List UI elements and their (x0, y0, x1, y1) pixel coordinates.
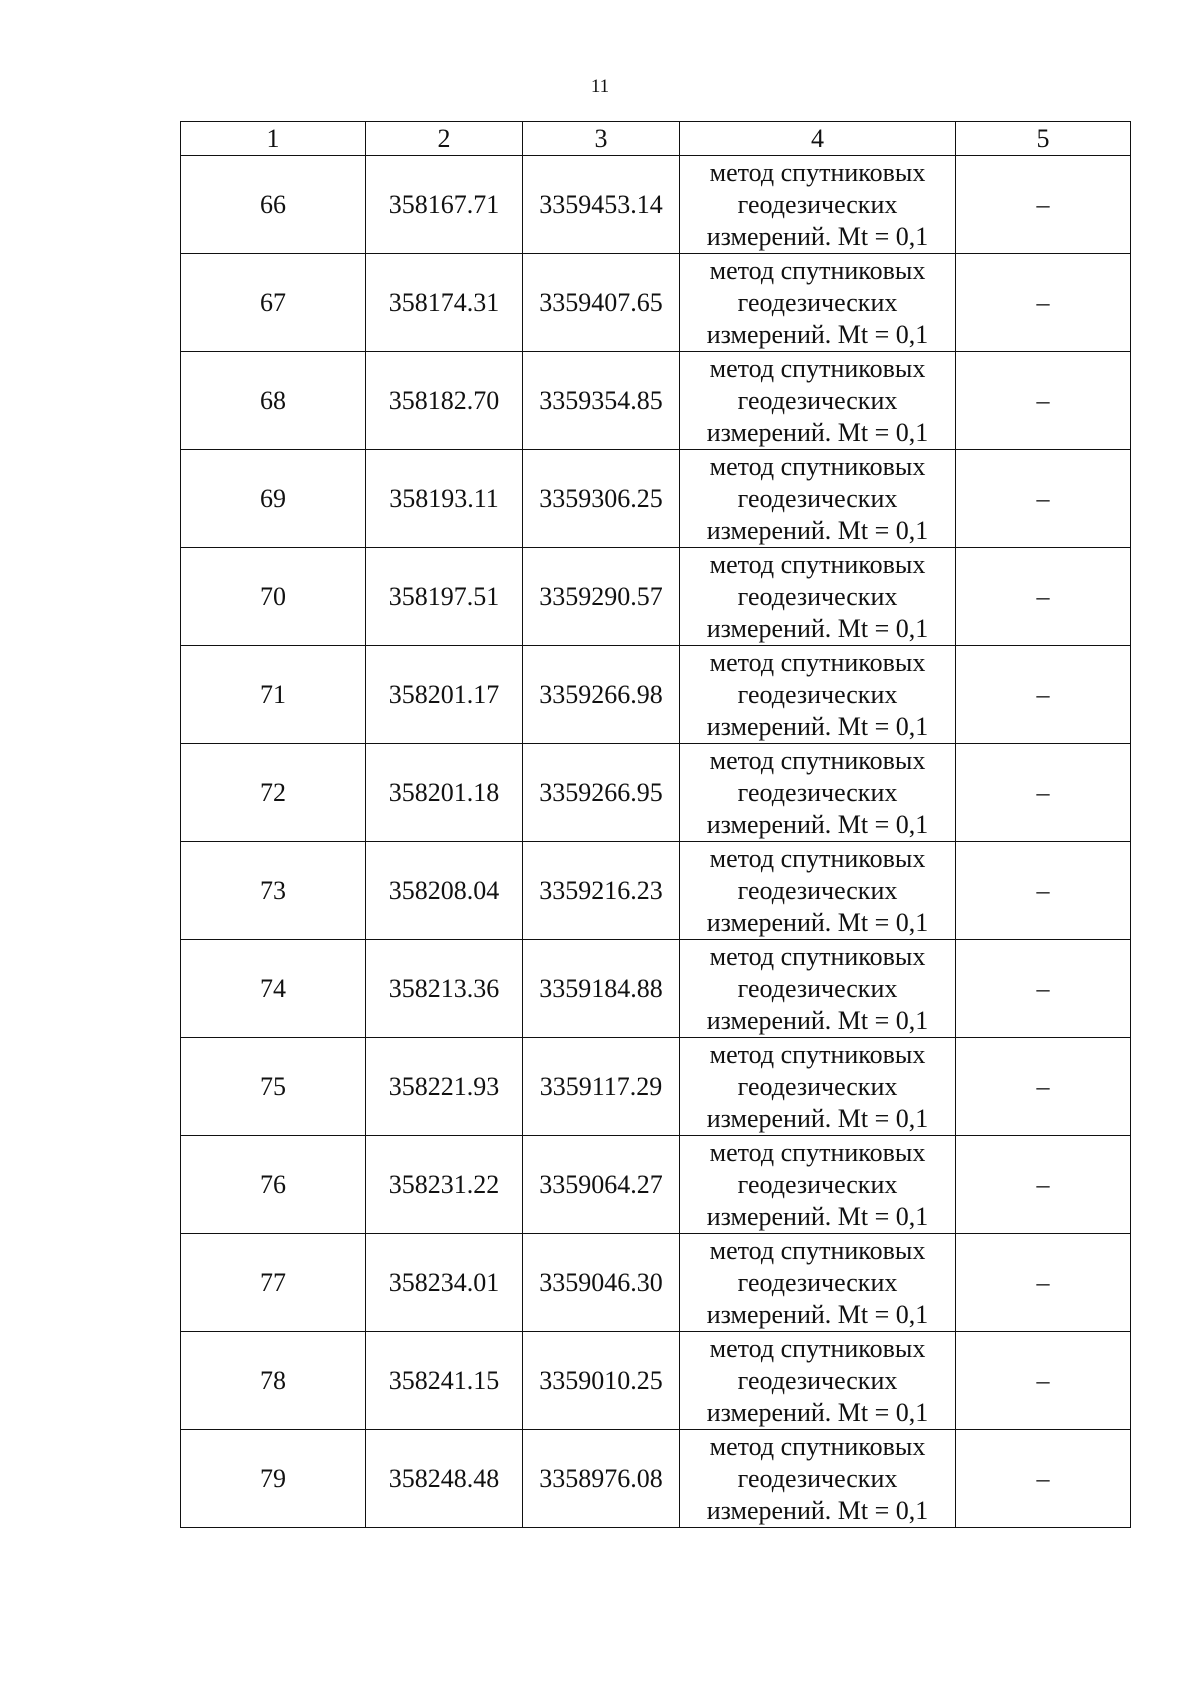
point-number-cell: 67 (181, 254, 366, 352)
x-coordinate-cell: 358201.18 (366, 744, 523, 842)
method-line: измерений. Mt = 0,1 (706, 1397, 929, 1427)
method-line: метод спутниковых (709, 1039, 926, 1069)
method-line: геодезических (737, 483, 898, 513)
note-cell: – (956, 646, 1131, 744)
method-cell (680, 254, 956, 352)
point-number-cell: 70 (181, 548, 366, 646)
point-number-cell: 79 (181, 1430, 366, 1528)
header-col-1: 1 (181, 122, 366, 156)
page-number: 11 (590, 76, 610, 97)
x-coordinate-cell: 358248.48 (366, 1430, 523, 1528)
note-cell: – (956, 744, 1131, 842)
note-cell: – (956, 254, 1131, 352)
method-line: измерений. Mt = 0,1 (706, 1299, 929, 1329)
method-cell (680, 1038, 956, 1136)
point-number-cell: 78 (181, 1332, 366, 1430)
method-line: измерений. Mt = 0,1 (706, 1495, 929, 1525)
method-line: метод спутниковых (709, 353, 926, 383)
note-cell: – (956, 450, 1131, 548)
table-header (181, 122, 1131, 156)
table-row (181, 1332, 1131, 1430)
method-line: измерений. Mt = 0,1 (706, 711, 929, 741)
y-coordinate-cell: 3359306.25 (523, 450, 680, 548)
method-line: измерений. Mt = 0,1 (706, 1005, 929, 1035)
table-row (181, 1038, 1131, 1136)
method-line: метод спутниковых (709, 1235, 926, 1265)
method-cell (680, 1136, 956, 1234)
y-coordinate-cell: 3359266.95 (523, 744, 680, 842)
method-line: измерений. Mt = 0,1 (706, 1103, 929, 1133)
point-number-cell: 68 (181, 352, 366, 450)
x-coordinate-cell: 358201.17 (366, 646, 523, 744)
header-col-2: 2 (366, 122, 523, 156)
method-line: метод спутниковых (709, 549, 926, 579)
header-col-3: 3 (523, 122, 680, 156)
y-coordinate-cell: 3359046.30 (523, 1234, 680, 1332)
method-line: геодезических (737, 1169, 898, 1199)
method-line: метод спутниковых (709, 255, 926, 285)
x-coordinate-cell: 358221.93 (366, 1038, 523, 1136)
header-row (181, 122, 1131, 156)
y-coordinate-cell: 3359290.57 (523, 548, 680, 646)
method-line: геодезических (737, 1463, 898, 1493)
point-number-cell: 71 (181, 646, 366, 744)
x-coordinate-cell: 358208.04 (366, 842, 523, 940)
method-line: метод спутниковых (709, 451, 926, 481)
y-coordinate-cell: 3359064.27 (523, 1136, 680, 1234)
method-line: метод спутниковых (709, 1137, 926, 1167)
note-cell: – (956, 352, 1131, 450)
note-cell: – (956, 842, 1131, 940)
method-line: метод спутниковых (709, 843, 926, 873)
x-coordinate-cell: 358231.22 (366, 1136, 523, 1234)
point-number-cell: 69 (181, 450, 366, 548)
note-cell: – (956, 548, 1131, 646)
x-coordinate-cell: 358197.51 (366, 548, 523, 646)
method-line: измерений. Mt = 0,1 (706, 417, 929, 447)
table-row (181, 1430, 1131, 1528)
method-line: метод спутниковых (709, 157, 926, 187)
method-cell (680, 744, 956, 842)
note-cell: – (956, 1332, 1131, 1430)
point-number-cell: 66 (181, 156, 366, 254)
point-number-cell: 75 (181, 1038, 366, 1136)
y-coordinate-cell: 3359010.25 (523, 1332, 680, 1430)
method-cell (680, 548, 956, 646)
y-coordinate-cell: 3359266.98 (523, 646, 680, 744)
table-row (181, 646, 1131, 744)
table-row (181, 548, 1131, 646)
method-line: геодезических (737, 287, 898, 317)
method-line: измерений. Mt = 0,1 (706, 613, 929, 643)
method-line: геодезических (737, 1365, 898, 1395)
method-cell (680, 940, 956, 1038)
method-cell (680, 352, 956, 450)
method-line: измерений. Mt = 0,1 (706, 515, 929, 545)
method-line: геодезических (737, 875, 898, 905)
table-row (181, 1136, 1131, 1234)
method-cell (680, 646, 956, 744)
note-cell: – (956, 1136, 1131, 1234)
note-cell: – (956, 940, 1131, 1038)
header-col-4: 4 (680, 122, 956, 156)
method-line: измерений. Mt = 0,1 (706, 1201, 929, 1231)
y-coordinate-cell: 3359184.88 (523, 940, 680, 1038)
y-coordinate-cell: 3359453.14 (523, 156, 680, 254)
method-cell (680, 842, 956, 940)
method-line: геодезических (737, 1071, 898, 1101)
method-line: геодезических (737, 777, 898, 807)
method-cell (680, 1234, 956, 1332)
header-col-5: 5 (956, 122, 1131, 156)
table-row (181, 352, 1131, 450)
method-line: измерений. Mt = 0,1 (706, 907, 929, 937)
method-line: измерений. Mt = 0,1 (706, 809, 929, 839)
y-coordinate-cell: 3358976.08 (523, 1430, 680, 1528)
note-cell: – (956, 1038, 1131, 1136)
method-line: метод спутниковых (709, 941, 926, 971)
table-row (181, 156, 1131, 254)
x-coordinate-cell: 358174.31 (366, 254, 523, 352)
x-coordinate-cell: 358182.70 (366, 352, 523, 450)
table-row (181, 1234, 1131, 1332)
table-row (181, 842, 1131, 940)
method-cell (680, 156, 956, 254)
y-coordinate-cell: 3359117.29 (523, 1038, 680, 1136)
note-cell: – (956, 1234, 1131, 1332)
y-coordinate-cell: 3359216.23 (523, 842, 680, 940)
x-coordinate-cell: 358193.11 (366, 450, 523, 548)
note-cell: – (956, 156, 1131, 254)
x-coordinate-cell: 358213.36 (366, 940, 523, 1038)
point-number-cell: 72 (181, 744, 366, 842)
method-line: метод спутниковых (709, 1431, 926, 1461)
method-line: геодезических (737, 973, 898, 1003)
point-number-cell: 76 (181, 1136, 366, 1234)
table-row (181, 744, 1131, 842)
method-line: геодезических (737, 189, 898, 219)
method-line: геодезических (737, 679, 898, 709)
method-line: геодезических (737, 581, 898, 611)
x-coordinate-cell: 358241.15 (366, 1332, 523, 1430)
method-cell (680, 450, 956, 548)
x-coordinate-cell: 358234.01 (366, 1234, 523, 1332)
method-cell (680, 1332, 956, 1430)
method-line: геодезических (737, 1267, 898, 1297)
method-line: метод спутниковых (709, 647, 926, 677)
point-number-cell: 74 (181, 940, 366, 1038)
method-line: геодезических (737, 385, 898, 415)
coordinates-table (180, 121, 1131, 1528)
note-cell: – (956, 1430, 1131, 1528)
point-number-cell: 77 (181, 1234, 366, 1332)
y-coordinate-cell: 3359354.85 (523, 352, 680, 450)
method-line: метод спутниковых (709, 1333, 926, 1363)
point-number-cell: 73 (181, 842, 366, 940)
method-cell (680, 1430, 956, 1528)
table-row (181, 254, 1131, 352)
x-coordinate-cell: 358167.71 (366, 156, 523, 254)
method-line: измерений. Mt = 0,1 (706, 319, 929, 349)
table-body (181, 156, 1131, 1528)
method-line: измерений. Mt = 0,1 (706, 221, 929, 251)
y-coordinate-cell: 3359407.65 (523, 254, 680, 352)
table-row (181, 940, 1131, 1038)
method-line: метод спутниковых (709, 745, 926, 775)
table-row (181, 450, 1131, 548)
